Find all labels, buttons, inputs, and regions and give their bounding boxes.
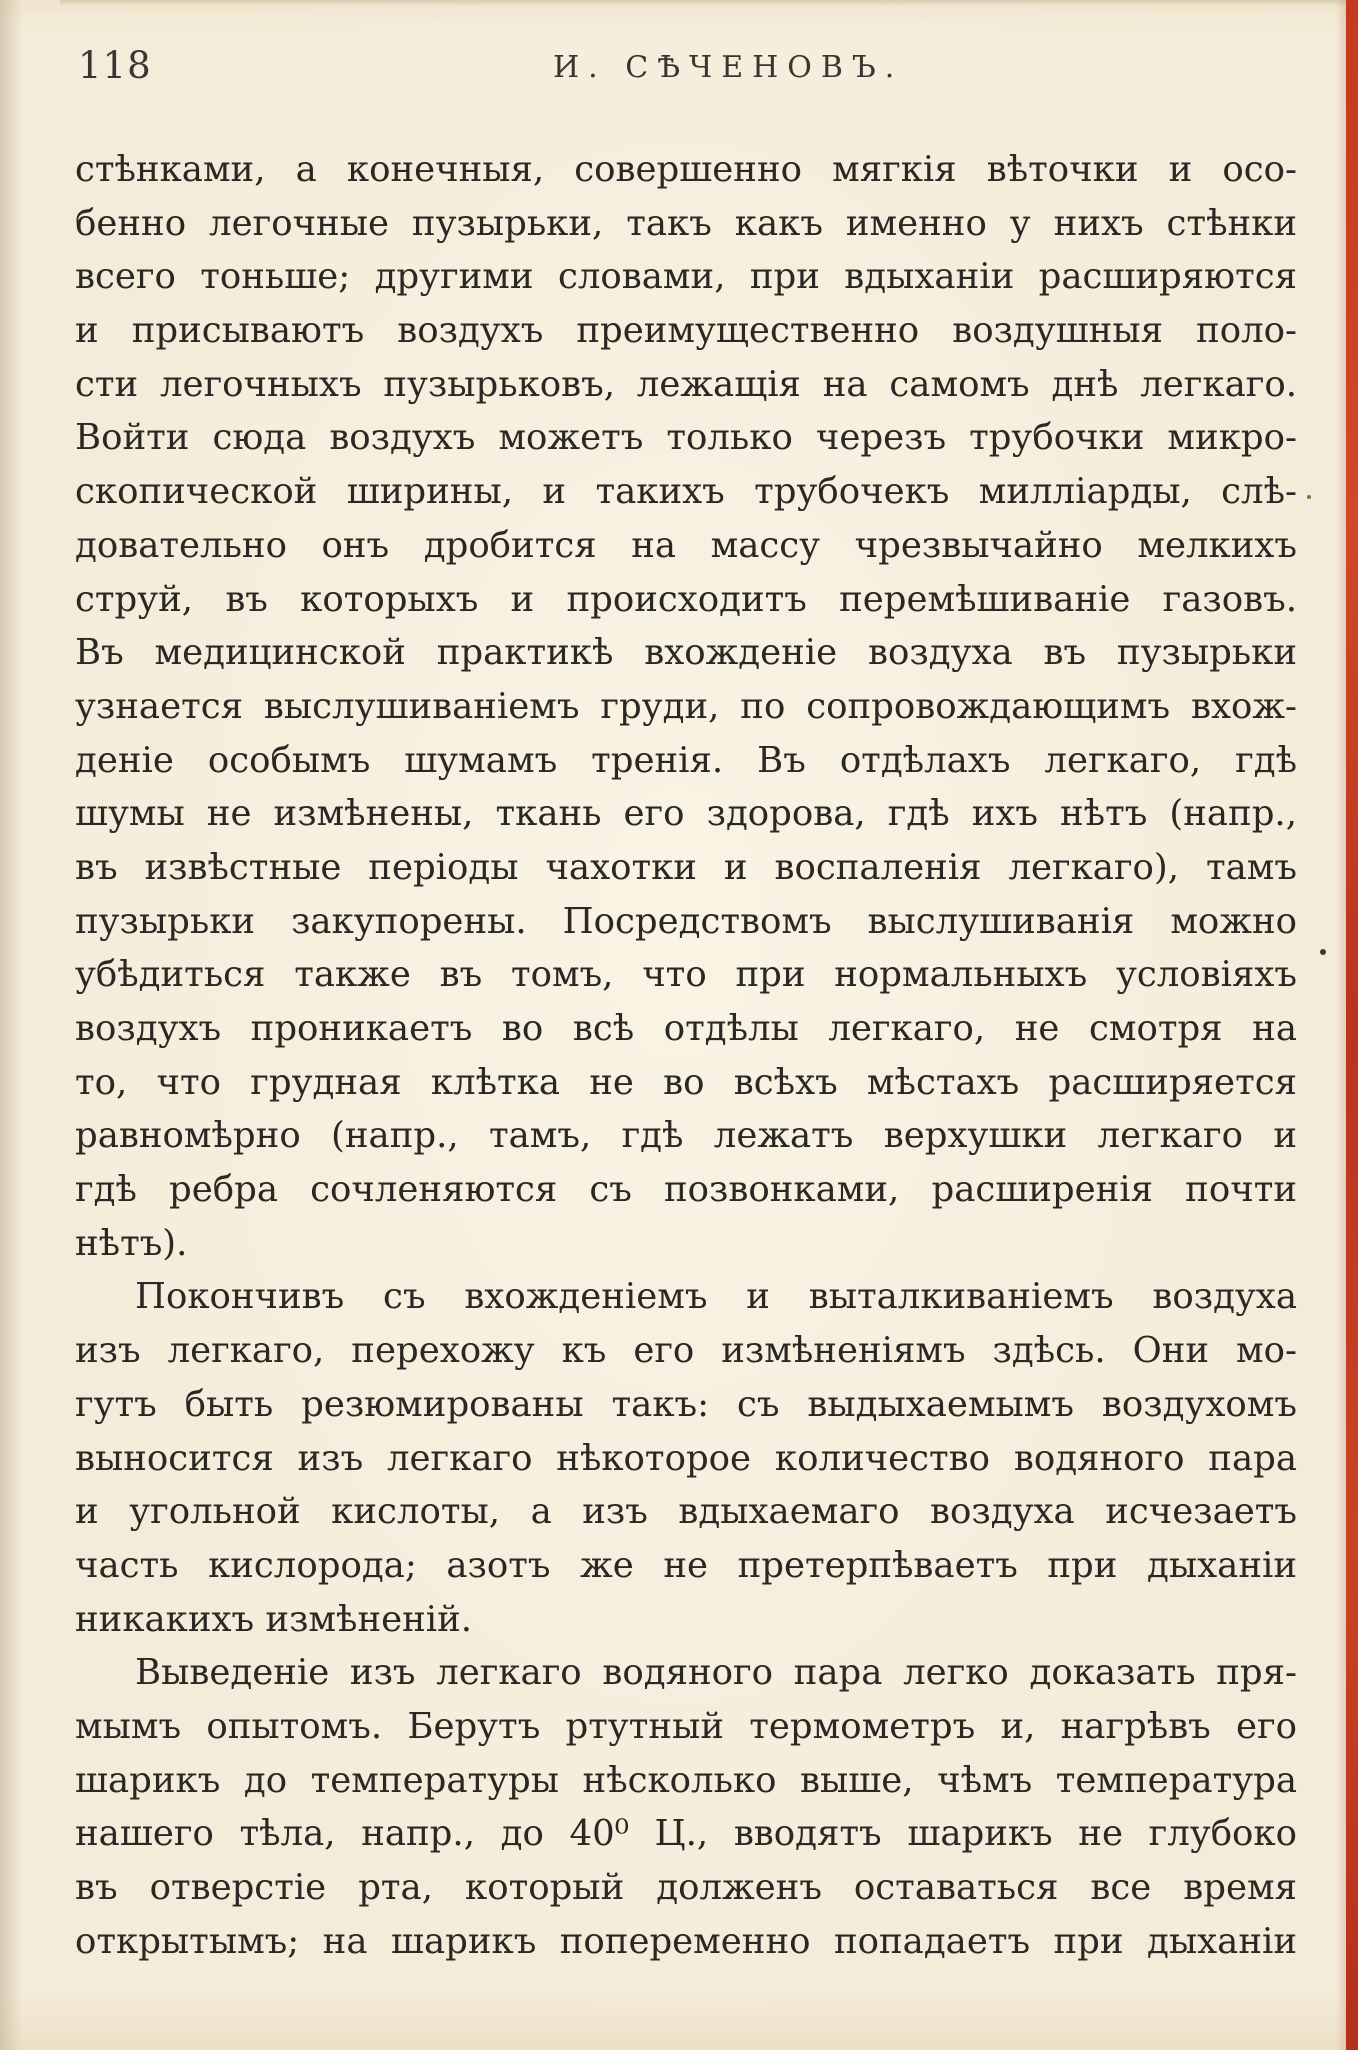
text-line: въ извѣстные періоды чахотки и воспаленія легкаго), тамъ [75,846,1297,888]
ink-speck [1320,949,1326,955]
text-line: бенно легочные пузырьки, такъ какъ именно у нихъ стѣнки [75,202,1297,244]
page-number: 118 [78,44,152,87]
text-line: стѣнками, а конечныя, совершенно мягкія вѣточки и осо- [75,149,1297,190]
text-line: въ отверстіе рта, который долженъ оставаться все время [75,1867,1297,1908]
paragraph-first-line: Выведеніе изъ легкаго водяного пара легко доказать пря- [135,1652,1297,1694]
text-line: Въ медицинской практикѣ вхожденіе воздуха въ пузырьки [75,632,1297,674]
text-line: сти легочныхъ пузырьковъ, лежащія на самомъ днѣ легкаго. [75,363,1297,405]
text-line: и угольной кислоты, а изъ вдыхаемаго воздуха исчезаетъ [75,1491,1297,1533]
text-line: Войти сюда воздухъ можетъ только черезъ трубочки микро- [75,417,1297,459]
binding-shadow [0,0,22,2050]
text-line: шарикъ до температуры нѣсколько выше, чѣмъ температура [75,1759,1297,1801]
text-line: скопической ширины, и такихъ трубочекъ милліарды, слѣ- [75,471,1297,513]
body-text [75,143,1297,1968]
text-line: равномѣрно (напр., тамъ, гдѣ лежатъ верхушки легкаго и [75,1115,1297,1157]
text-line: нѣтъ). [75,1222,188,1264]
text-line: убѣдиться также въ томъ, что при нормальныхъ условіяхъ [75,954,1297,996]
text-line: выносится изъ легкаго нѣкоторое количество водяного пара [75,1437,1297,1479]
text-line: мымъ опытомъ. Берутъ ртутный термометръ и, нагрѣвъ его [75,1705,1297,1747]
text-line: открытымъ; на шарикъ попеременно попадаетъ при дыханіи [75,1920,1297,1962]
text-line: то, что грудная клѣтка не во всѣхъ мѣстахъ расширяется [75,1061,1297,1103]
text-line: узнается выслушиваніемъ груди, по сопровождающимъ вхож- [75,685,1297,727]
text-line: всего тоньше; другими словами, при вдыханіи расширяются [75,256,1297,298]
running-head: И. СѢЧЕНОВЪ. [553,50,904,85]
text-line: пузырьки закупорены. Посредствомъ выслушиванія можно [75,900,1297,942]
top-edge-shadow [60,0,1358,6]
text-line: нашего тѣла, напр., до 40⁰ Ц., вводятъ шарикъ не глубоко [75,1813,1297,1855]
text-line: никакихъ измѣненій. [75,1598,473,1640]
red-page-edge [1346,0,1358,2050]
text-line: довательно онъ дробится на массу чрезвычайно мелкихъ [75,524,1297,566]
ink-speck [1307,495,1311,499]
paragraph-first-line: Покончивъ съ вхожденіемъ и выталкиваніемъ воздуха [135,1276,1297,1318]
text-line: гутъ быть резюмированы такъ: съ выдыхаемымъ воздухомъ [75,1383,1297,1425]
text-line: изъ легкаго, перехожу къ его измѣненіямъ здѣсь. Они мо- [75,1330,1297,1372]
page-edge-fade [1336,0,1346,2050]
text-line: шумы не измѣнены, ткань его здорова, гдѣ ихъ нѣтъ (напр., [75,793,1297,835]
text-line: и присываютъ воздухъ преимущественно воздушныя поло- [75,310,1297,352]
text-line: деніе особымъ шумамъ тренія. Въ отдѣлахъ легкаго, гдѣ [75,739,1297,781]
text-line: часть кислорода; азотъ же не претерпѣваетъ при дыханіи [75,1544,1297,1586]
page-header [78,40,1288,100]
text-line: гдѣ ребра сочленяются съ позвонками, расширенія почти [75,1169,1297,1211]
text-line: воздухъ проникаетъ во всѣ отдѣлы легкаго, не смотря на [75,1008,1297,1049]
text-line: струй, въ которыхъ и происходитъ перемѣшиванie газовъ. [75,578,1297,620]
